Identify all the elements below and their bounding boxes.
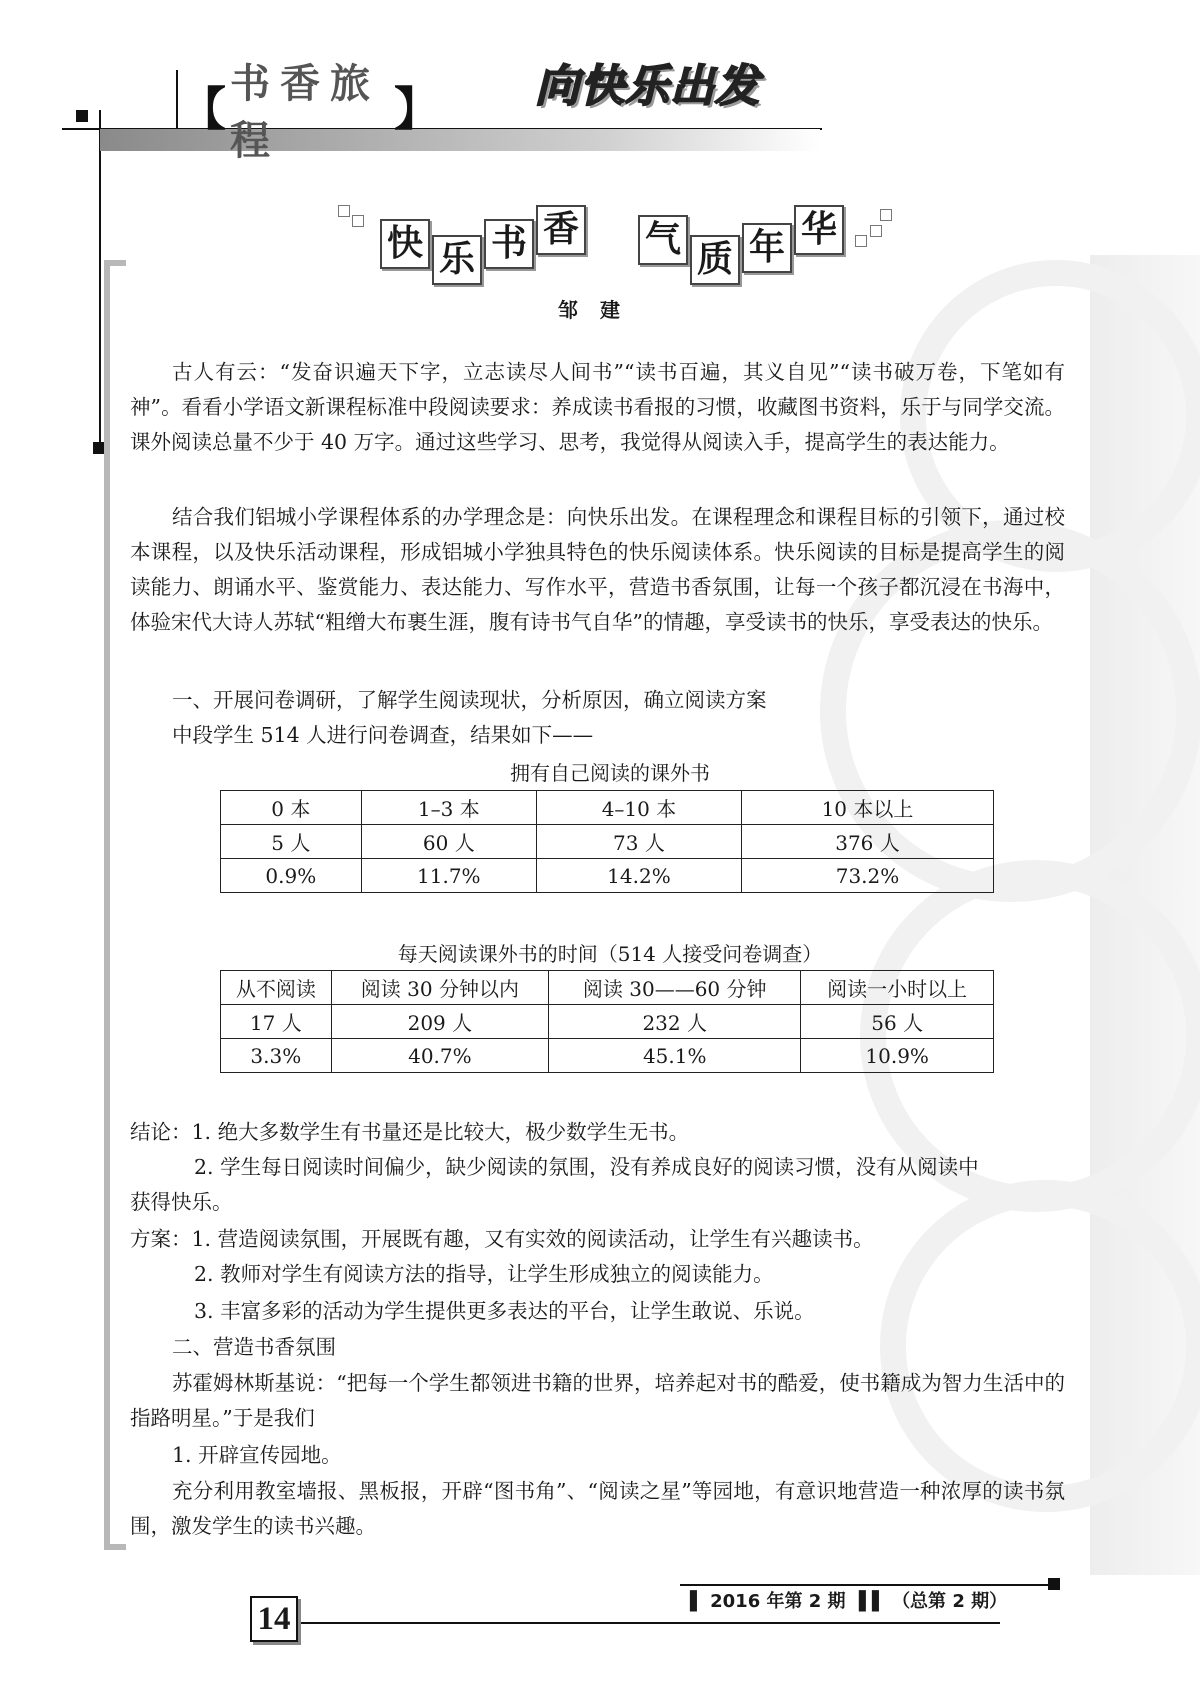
title-decoration xyxy=(352,215,364,227)
table-caption: 每天阅读课外书的时间（514 人接受问卷调查） xyxy=(397,942,823,966)
table-cell: 14.2% xyxy=(536,859,741,893)
table-cell: 5 人 xyxy=(221,825,362,859)
issue-number: 2016 年第 2 期 xyxy=(710,1591,846,1612)
table-row xyxy=(221,791,994,825)
table-cell: 11.7% xyxy=(361,859,536,893)
issue-bracket: ▐ ▌ xyxy=(851,1591,886,1612)
table-row xyxy=(221,859,994,893)
table-cell: 45.1% xyxy=(549,1039,801,1073)
title-char: 乐 xyxy=(432,235,482,285)
total-issue: （总第 2 期） xyxy=(892,1591,1008,1612)
sub-heading: 1. 开辟宣传园地。 xyxy=(172,1443,342,1467)
title-char: 香 xyxy=(536,205,586,255)
article-title xyxy=(370,205,890,285)
table-cell: 376 人 xyxy=(741,825,993,859)
table-cell: 阅读 30 分钟以内 xyxy=(331,971,548,1005)
table-cell: 73 人 xyxy=(536,825,741,859)
table-cell: 3.3% xyxy=(221,1039,332,1073)
paragraph: 中段学生 514 人进行问卷调查，结果如下—— xyxy=(172,723,594,747)
page-number: 14 xyxy=(250,1596,298,1642)
title-char: 书 xyxy=(484,219,534,269)
section-label xyxy=(180,61,440,164)
table-cell: 从不阅读 xyxy=(221,971,332,1005)
reading-time-table xyxy=(220,970,994,1073)
table-cell: 10 本以上 xyxy=(741,791,993,825)
conclusion-line: 结论：1. 绝大多数学生有书量还是比较大，极少数学生无书。 xyxy=(130,1120,690,1144)
table-cell: 232 人 xyxy=(549,1005,801,1039)
left-margin-rule xyxy=(99,110,101,450)
corner-marker xyxy=(76,110,88,122)
table-cell: 阅读一小时以上 xyxy=(801,971,994,1005)
table-cell: 60 人 xyxy=(361,825,536,859)
issue-bracket: ▌ xyxy=(690,1591,704,1612)
section-heading: 二、营造书香氛围 xyxy=(172,1335,336,1359)
conclusion-line: 2. 学生每日阅读时间偏少，缺少阅读的氛围，没有养成良好的阅读习惯，没有从阅读中 xyxy=(194,1155,979,1179)
table-cell: 73.2% xyxy=(741,859,993,893)
paragraph: 充分利用教室墙报、黑板报，开辟“图书角”、“阅读之星”等园地，有意识地营造一种浓厚的读书氛围，激发学生的读书兴趣。 xyxy=(130,1479,1065,1538)
books-owned-table xyxy=(220,790,994,893)
table-row xyxy=(221,971,994,1005)
article-author: 邹建 xyxy=(558,298,642,322)
footer-marker xyxy=(1048,1578,1060,1590)
content-bracket-bottom xyxy=(104,1544,126,1550)
table-cell: 0 本 xyxy=(221,791,362,825)
title-decoration xyxy=(338,205,350,217)
title-char: 华 xyxy=(794,205,844,255)
paragraph: 结合我们铝城小学课程体系的办学理念是：向快乐出发。在课程理念和课程目标的引领下，通过校本课程，以及快乐活动课程，形成铝城小学独具特色的快乐阅读体系。快乐阅读的目标是提高学生的阅读能力、朗诵水平、鉴赏能力、表达能力、写作水平，营造书香氛围，让每一个孩子都沉浸在书海中，体验宋代大诗人苏轼“粗缯大布裹生涯，腹有诗书气自华”的情趣，享受读书的快乐，享受表达的快乐。 xyxy=(130,505,1065,634)
table-cell: 17 人 xyxy=(221,1005,332,1039)
table-row xyxy=(221,1039,994,1073)
table-cell: 40.7% xyxy=(331,1039,548,1073)
section-heading: 一、开展问卷调研，了解学生阅读现状，分析原因，确立阅读方案 xyxy=(172,688,767,712)
plan-line: 3. 丰富多彩的活动为学生提供更多表达的平台，让学生敢说、乐说。 xyxy=(194,1299,815,1323)
content-bracket-top xyxy=(104,260,126,266)
title-decoration xyxy=(855,235,867,247)
section-bracket-left: 【 xyxy=(180,82,226,136)
paragraph: 苏霍姆林斯基说：“把每一个学生都领进书籍的世界，培养起对书的酷爱，使书籍成为智力生活中的指路明星。”于是我们 xyxy=(130,1371,1065,1430)
table-cell: 209 人 xyxy=(331,1005,548,1039)
table-cell: 4–10 本 xyxy=(536,791,741,825)
title-char: 质 xyxy=(690,235,740,285)
table-cell: 阅读 30——60 分钟 xyxy=(549,971,801,1005)
paragraph: 古人有云：“发奋识遍天下字，立志读尽人间书”“读书百遍，其义自见”“读书破万卷，下笔如有神”。看看小学语文新课程标准中段阅读要求：养成读书看报的习惯，收藏图书资料，乐于与同学交流。课外阅读总量不少于 40 万字。通过这些学习、思考，我觉得从阅读入手，提高学生的表达能力。 xyxy=(130,360,1065,454)
section-bracket-right: 】 xyxy=(394,82,440,136)
title-decoration xyxy=(870,225,882,237)
title-char: 快 xyxy=(380,219,430,269)
table-row xyxy=(221,825,994,859)
title-decoration xyxy=(880,209,892,221)
table-row xyxy=(221,1005,994,1039)
issue-info xyxy=(690,1586,1007,1618)
conclusion-line: 获得快乐。 xyxy=(130,1190,233,1214)
section-label-text: 书香旅程 xyxy=(230,61,380,164)
footer-rule xyxy=(300,1622,1000,1624)
table-cell: 1–3 本 xyxy=(361,791,536,825)
table-cell: 10.9% xyxy=(801,1039,994,1073)
title-char: 年 xyxy=(742,223,792,273)
table-cell: 56 人 xyxy=(801,1005,994,1039)
table-caption: 拥有自己阅读的课外书 xyxy=(510,761,710,785)
table-cell: 0.9% xyxy=(221,859,362,893)
title-char: 气 xyxy=(638,215,688,265)
plan-line: 2. 教师对学生有阅读方法的指导，让学生形成独立的阅读能力。 xyxy=(194,1262,774,1286)
plan-line: 方案：1. 营造阅读氛围，开展既有趣，又有实效的阅读活动，让学生有兴趣读书。 xyxy=(130,1227,874,1251)
content-bracket-line xyxy=(104,260,110,1550)
magazine-logo: 向快乐出发 xyxy=(535,61,760,112)
